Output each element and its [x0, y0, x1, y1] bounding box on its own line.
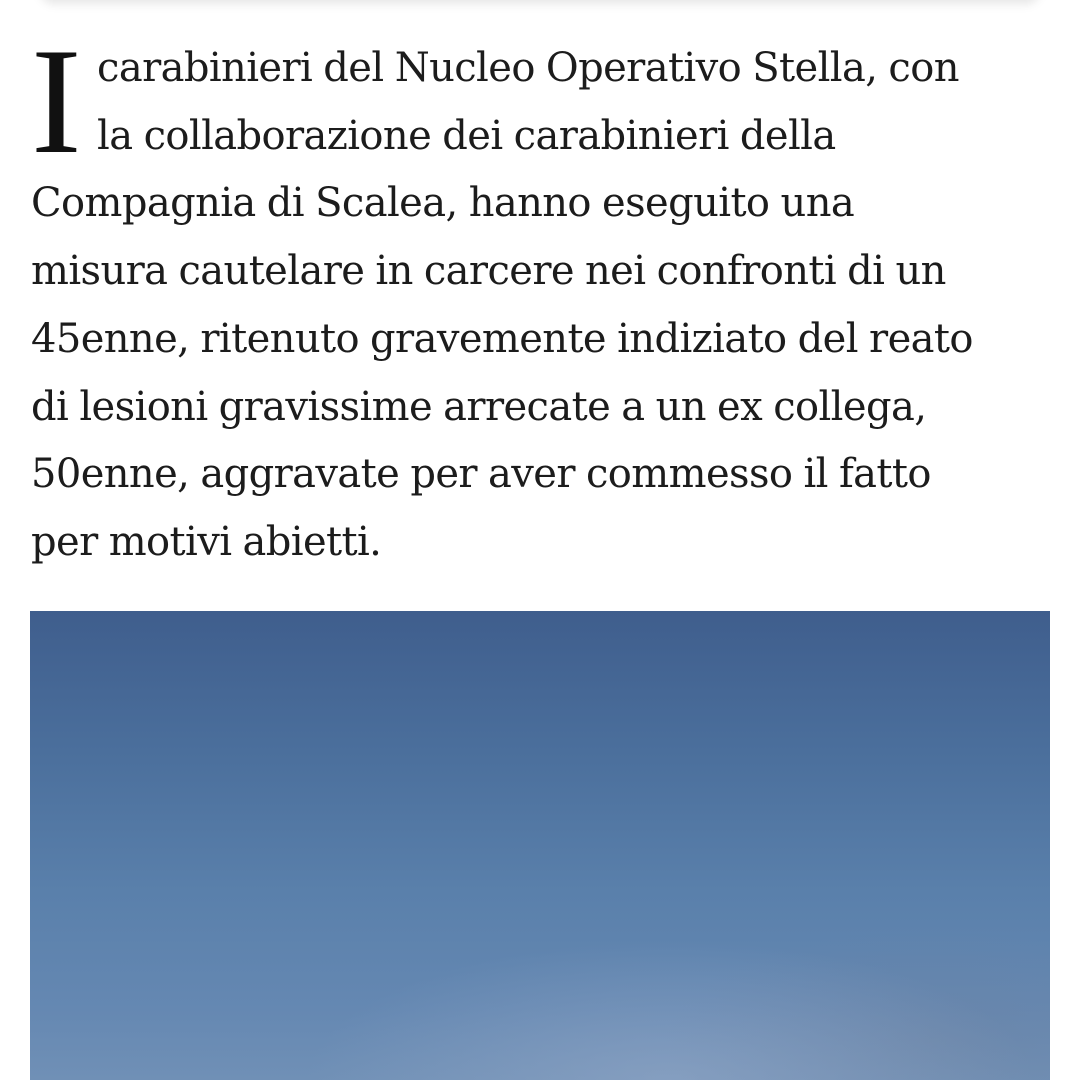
paragraph-line: 50enne, aggravate per aver commesso il fatto — [31, 451, 931, 498]
paragraph-line: Compagnia di Scalea, hanno eseguito una — [31, 180, 855, 227]
article-paragraph — [31, 17, 1051, 577]
drop-cap: I — [31, 17, 82, 185]
paragraph-line: misura cautelare in carcere nei confronti di un — [31, 248, 946, 295]
paragraph-line: 45enne, ritenuto gravemente indiziato del reato — [31, 315, 973, 362]
article-photo[interactable] — [30, 611, 1050, 1080]
paragraph-line: di lesioni gravissime arrecate a un ex collega, — [31, 383, 927, 430]
paragraph-line: carabinieri del Nucleo Operativo Stella, con — [97, 45, 959, 91]
paragraph-line: la collaborazione dei carabinieri della — [97, 112, 836, 159]
paragraph-line: per motivi abietti. — [31, 518, 382, 565]
